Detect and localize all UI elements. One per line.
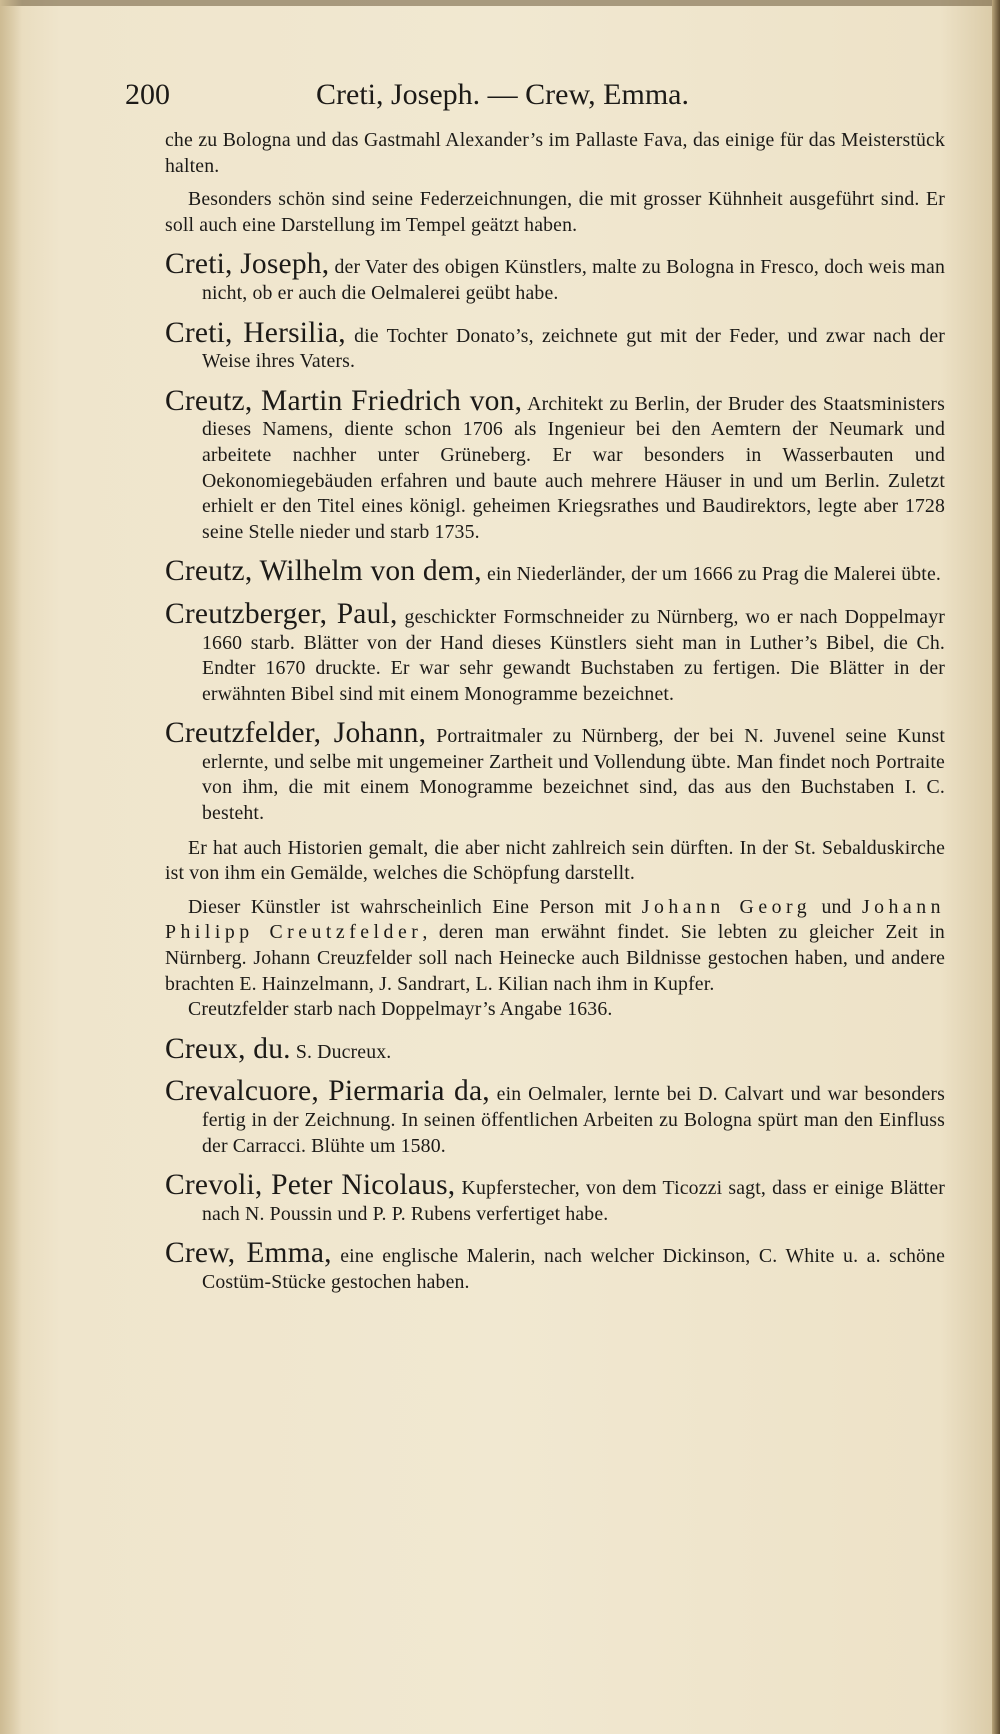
running-header [125,78,745,118]
entry-crevalcuore [165,1075,945,1159]
entry-body: ein Niederländer, der um 1666 zu Prag die Malerei übte. [481,563,941,586]
entry-body: ein Oelmaler, lernte bei D. Calvart und war besonders fertig in der Zeichnung. In seinen öffentlichen Arbeiten zu Bologna spürt man den Einfluss der Carracci. Blühte um 1580. [202,1083,945,1157]
entry-creutz-wilhelm [165,555,945,588]
spaced-name: Johann Georg [641,895,812,918]
entry-headword: Creti, Joseph, [165,248,330,281]
entry-headword: Creti, Hersilia, [165,316,346,349]
entry-headword: Creutz, Wilhelm von dem, [165,555,482,588]
entry-creux [165,1032,945,1066]
entry-body: die Tochter Donato’s, zeichnete gut mit der Feder, und zwar nach der Weise ihres Vaters. [202,324,945,373]
continuation-paragraph: che zu Bologna und das Gastmahl Alexander’s im Pallaste Fava, das einige für das Meisterstück halten. [165,129,945,177]
entry-headword: Crevalcuore, Piermaria da, [165,1075,490,1108]
entry-crevoli [165,1169,945,1227]
dictionary-text [165,128,945,1305]
paragraph: Dieser Künstler ist wahrscheinlich Eine Person mit Johann Georg und Johann Philipp Creutzfelder, deren man erwähnt findet. Sie lebten zu gleicher Zeit in Nürnberg. Johann Creuzfelder soll nach Heinecke auch Bildnisse gestochen haben, und andere brachten E. Hainzelmann, J. Sandrart, L. Kilian nach ihm in Kupfer. [165,895,945,995]
spaced-name: Johann Philipp Creutzfelder [165,895,945,944]
entry-crew-emma [165,1237,946,1295]
entry-body: Portraitmaler zu Nürnberg, der bei N. Juvenel seine Kunst erlernte, und selbe mit ungemeiner Zartheit und Vollendung übte. Man findet noch Portraite von ihm, die mit einem Monogramme bezeichnet sind, das aus den Buchstaben I. C. besteht. [202,725,945,825]
page-top-edge [0,0,1000,6]
entry-body: Architekt zu Berlin, der Bruder des Staatsministers dieses Namens, diente schon 1706 als Ingenieur bei den Aemtern der Neumark und arbeitete nachher unter Grüneberg. Er war besonders in Wasserbauten und Oekonomiegebäuden erfahren und baute auch mehrere Häuser in und um Berlin. Zuletzt erhielt er den Titel eines königl. geheimen Kriegsrathes und Baudirektors, legte aber 1728 seine Stelle nieder und starb 1735. [202,392,946,543]
entry-body: geschickter Formschneider zu Nürnberg, wo er nach Doppelmayr 1660 starb. Blätter von der Hand dieses Künstlers sieht man in Luther’s Bibel, die Ch. Endter 1670 druckte. Er war sehr gewandt Buchstaben zu fertigen. Die Blätter in der erwähnten Bibel sind mit einem Monogramme bezeichnet. [202,605,946,705]
running-title: Creti, Joseph. — Crew, Emma. [316,78,689,111]
entry-creutzberger-paul [165,597,946,707]
entry-creutzfelder-johann [165,717,945,826]
entry-headword: Crevoli, Peter Nicolaus, [165,1169,456,1202]
entry-headword: Creutzfelder, Johann, [165,717,427,750]
entry-headword: Creutzberger, Paul, [165,597,398,630]
entry-body: der Vater des obigen Künstlers, malte zu Bologna in Fresco, doch weis man nicht, ob er auch die Oelmalerei geübt habe. [202,256,945,304]
entry-creti-joseph [165,248,945,306]
entry-headword: Creux, du. [165,1032,291,1065]
paragraph: Besonders schön sind seine Federzeichnungen, die mit grosser Kühnheit ausgeführt sind. Er soll auch eine Darstellung im Tempel geätzt haben. [165,188,945,236]
paragraph: Creutzfelder starb nach Doppelmayr’s Angabe 1636. [188,998,613,1021]
entry-body: eine englische Malerin, nach welcher Dickinson, C. White u. a. schöne Costüm-Stücke gestochen haben. [202,1245,946,1293]
page-gutter-shadow [0,0,22,1734]
paragraph: Er hat auch Historien gemalt, die aber nicht zahlreich sein dürften. In der St. Sebalduskirche ist von ihm ein Gemälde, welches die Schöpfung darstellt. [165,836,945,885]
page-right-edge [992,0,1000,1734]
entry-body: S. Ducreux. [290,1040,392,1063]
entry-creti-hersilia [165,316,945,375]
entry-headword: Crew, Emma, [165,1237,332,1270]
entry-creutz-martin [165,384,946,546]
page-number: 200 [125,78,170,111]
entry-headword: Creutz, Martin Friedrich von, [165,384,523,417]
entry-body: Kupferstecher, von dem Ticozzi sagt, dass er einige Blätter nach N. Poussin und P. P. Rubens verfertiget habe. [202,1177,945,1225]
